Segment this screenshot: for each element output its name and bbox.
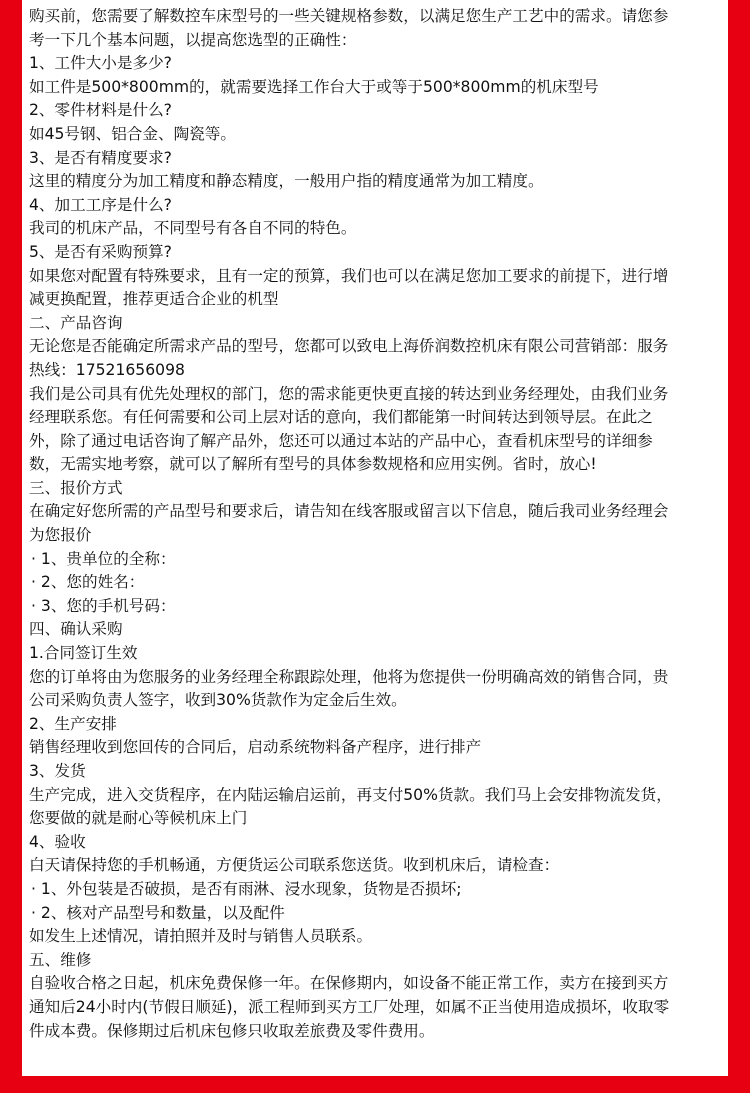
contract-paragraph-line-1: 您的订单将由为您服务的业务经理全称跟踪处理，他将为您提供一份明确高效的销售合同，贵 bbox=[29, 667, 669, 686]
section-3-paragraph-line-1: 在确定好您所需的产品型号和要求后，请告知在线客服或留言以下信息，随后我司业务经理会 bbox=[29, 502, 669, 521]
warranty-paragraph-line-2: 通知后24小时内(节假日顺延)，派工程师到买方工厂处理，如属不正当使用造成损坏，收取零 bbox=[29, 997, 670, 1016]
section-2-paragraph-2-line-1: 我们是公司具有优先处理权的部门，您的需求能更快更直接的转达到业务经理处，由我们业务 bbox=[29, 384, 669, 403]
shipping-paragraph-line-2: 您要做的就是耐心等候机床上门 bbox=[29, 809, 248, 828]
quote-list-item: · 3、您的手机号码： bbox=[31, 596, 176, 615]
intro-line-1: 购买前，您需要了解数控车床型号的一些关键规格参数，以满足您生产工艺中的需求。请您参 bbox=[29, 7, 669, 25]
section-2-paragraph-1-line-1: 无论您是否能确定所需求产品的型号，您都可以致电上海侨润数控机床有限公司营销部：服务 bbox=[29, 337, 669, 356]
section-2-paragraph-2-line-3: 外，除了通过电话咨询了解产品外，您还可以通过本站的产品中心，查看机床型号的详细参 bbox=[29, 431, 653, 450]
shipping-subheading: 3、发货 bbox=[29, 762, 86, 780]
section-3-heading: 三、报价方式 bbox=[29, 478, 123, 497]
question-2-heading: 2、零件材料是什么? bbox=[29, 101, 172, 120]
production-paragraph: 销售经理收到您回传的合同后，启动系统物料备产程序，进行排产 bbox=[29, 738, 482, 757]
section-2-paragraph-2-line-2: 经理联系您。有任何需要和公司上层对话的意向，我们都能第一时间转达到领导层。在此之 bbox=[29, 408, 653, 427]
question-5-answer-line-2: 减更换配置，推荐更适合企业的机型 bbox=[29, 290, 279, 309]
acceptance-note: 如发生上述情况，请拍照并及时与销售人员联系。 bbox=[29, 927, 373, 946]
question-1-heading: 1、工件大小是多少? bbox=[29, 54, 172, 73]
question-5-answer-line-1: 如果您对配置有特殊要求，且有一定的预算，我们也可以在满足您加工要求的前提下，进行增 bbox=[29, 266, 669, 285]
section-4-heading: 四、确认采购 bbox=[29, 620, 123, 639]
contract-paragraph-line-2: 公司采购负责人签字，收到30%货款作为定金后生效。 bbox=[29, 691, 407, 710]
shipping-paragraph-line-1: 生产完成，进入交货程序，在内陆运输启运前，再支付50%货款。我们马上会安排物流发货， bbox=[29, 785, 672, 804]
production-subheading: 2、生产安排 bbox=[29, 714, 117, 733]
hotline-line: 热线：17521656098 bbox=[29, 360, 185, 379]
contract-subheading: 1.合同签订生效 bbox=[29, 644, 138, 663]
document-panel bbox=[22, 0, 728, 1076]
quote-list-item: · 2、您的姓名： bbox=[31, 573, 145, 592]
question-2-answer: 如45号钢、铝合金、陶瓷等。 bbox=[29, 124, 236, 143]
section-5-heading: 五、维修 bbox=[29, 950, 92, 969]
question-4-heading: 4、加工工序是什么? bbox=[29, 195, 172, 214]
quote-list-item: · 1、贵单位的全称： bbox=[31, 549, 176, 568]
acceptance-check-item: · 1、外包装是否破损，是否有雨淋、浸水现象，货物是否损坏; bbox=[31, 879, 462, 898]
acceptance-check-item: · 2、核对产品型号和数量，以及配件 bbox=[31, 903, 285, 922]
acceptance-subheading: 4、验收 bbox=[29, 832, 86, 851]
warranty-paragraph-line-1: 自验收合格之日起，机床免费保修一年。在保修期内，如设备不能正常工作，卖方在接到买方 bbox=[29, 974, 669, 993]
section-2-paragraph-2-line-4: 数，无需实地考察，就可以了解所有型号的具体参数规格和应用实例。省时，放心! bbox=[29, 455, 597, 474]
question-3-answer: 这里的精度分为加工精度和静态精度，一般用户指的精度通常为加工精度。 bbox=[29, 172, 544, 191]
acceptance-paragraph: 白天请保持您的手机畅通，方便货运公司联系您送货。收到机床后，请检查： bbox=[29, 856, 560, 875]
section-3-paragraph-line-2: 为您报价 bbox=[29, 526, 92, 545]
question-5-heading: 5、是否有采购预算? bbox=[29, 242, 172, 261]
section-2-heading: 二、产品咨询 bbox=[29, 313, 123, 332]
intro-line-2: 考一下几个基本问题，以提高您选型的正确性： bbox=[29, 30, 357, 49]
question-1-answer: 如工件是500*800mm的，就需要选择工作台大于或等于500*800mm的机床型号 bbox=[29, 77, 599, 96]
question-3-heading: 3、是否有精度要求? bbox=[29, 148, 172, 167]
warranty-paragraph-line-3: 件成本费。保修期过后机床包修只收取差旅费及零件费用。 bbox=[29, 1021, 435, 1040]
question-4-answer: 我司的机床产品，不同型号有各自不同的特色。 bbox=[29, 219, 357, 238]
